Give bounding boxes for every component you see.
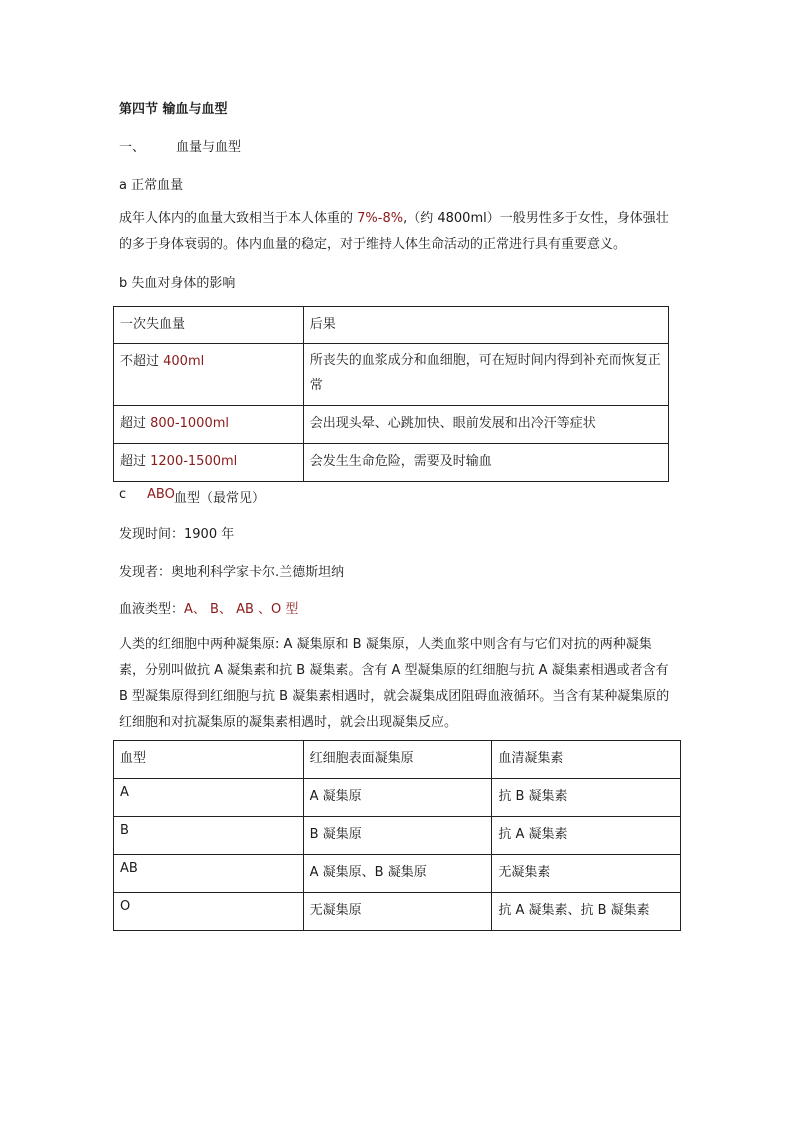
table-cell: 会发生生命危险，需要及时输血 [303,444,668,482]
subheading-b: b 失血对身体的影响 [119,276,236,291]
subheading-c [119,487,266,506]
table-cell: 无凝集原 [303,893,492,931]
cell-amount: 400ml [163,354,205,369]
table-cell: AB [114,855,304,893]
heading-1-text: 血量与血型 [176,140,242,155]
table-header-cell: 红细胞表面凝集原 [303,741,492,779]
blood-loss-table [113,306,669,482]
heading-1-number: 一、 [119,140,146,155]
table-row [114,817,681,855]
subheading-a: a 正常血量 [119,178,184,193]
table-cell: 抗 A 凝集素 [492,817,681,855]
table-cell: 无凝集素 [492,855,681,893]
table-cell: A [114,779,304,817]
blood-types-label: 血液类型： [119,602,185,617]
blood-type-table [113,740,681,931]
table-header-cell: 一次失血量 [114,307,304,344]
table-header-row [114,307,669,344]
cell-text: 超过 [120,416,151,431]
abo-label: ABO [147,487,175,502]
percent-value: 7%-8% [357,211,404,226]
paragraph-normal-blood-volume [119,206,679,258]
table-cell: A 凝集原 [303,779,492,817]
table-row [114,406,669,444]
paragraph-text: 成年人体内的血量大致相当于本人体重的 [119,211,358,226]
table-header-cell: 血清凝集素 [492,741,681,779]
paragraph-text-cont: ,（约 4800ml）一般男性多于女性，身体强壮的多于身体衰弱的。体内血量的稳定，对于维持人体生命活动的正常进行具有重要意义。 [119,211,669,252]
cell-text: 超过 [120,454,151,469]
table-cell: 所丧失的血浆成分和血细胞，可在短时间内得到补充而恢复正常 [303,344,668,406]
paragraph-agglutination: 人类的红细胞中两种凝集原: A 凝集原和 B 凝集原，人类血浆中则含有与它们对抗的两种凝集素，分别叫做抗 A 凝集素和抗 B 凝集素。含有 A 型凝集原的红细胞与抗 A 凝集素相遇或者含有 B 型凝集原得到红细胞与抗 B 凝集素相遇时，就会凝集成团阻碍血液循环。当含有某种凝集原的红细胞和对抗凝集原的凝集素相遇时，就会出现凝集反应。 [119,637,670,730]
blood-types-line [119,598,298,617]
table-row [114,779,681,817]
table-cell: O [114,893,304,931]
subheading-c-letter: c [119,487,127,502]
discovery-time: 发现时间：1900 年 [119,527,235,542]
table-row [114,855,681,893]
table-row [114,344,669,406]
table-cell [114,344,304,406]
heading-1 [119,136,242,155]
table-row [114,444,669,482]
table-cell [114,444,304,482]
table-cell: A 凝集原、B 凝集原 [303,855,492,893]
table-cell: 抗 B 凝集素 [492,779,681,817]
subheading-c-text: 血型（最常见） [174,491,266,506]
blood-types-values: A、 B、 AB 、O 型 [184,602,299,617]
section-title: 第四节 输血与血型 [119,102,228,117]
cell-amount: 800-1000ml [150,416,230,431]
table-header-row [114,741,681,779]
table-cell: 抗 A 凝集素、抗 B 凝集素 [492,893,681,931]
table-cell: B 凝集原 [303,817,492,855]
discoverer: 发现者：奥地利科学家卡尔.兰德斯坦纳 [119,565,345,580]
table-cell: B [114,817,304,855]
table-header-cell: 后果 [303,307,668,344]
cell-text: 不超过 [120,354,164,369]
table-cell [114,406,304,444]
table-cell: 会出现头晕、心跳加快、眼前发展和出冷汗等症状 [303,406,668,444]
table-header-cell: 血型 [114,741,304,779]
cell-amount: 1200-1500ml [150,454,238,469]
table-row [114,893,681,931]
